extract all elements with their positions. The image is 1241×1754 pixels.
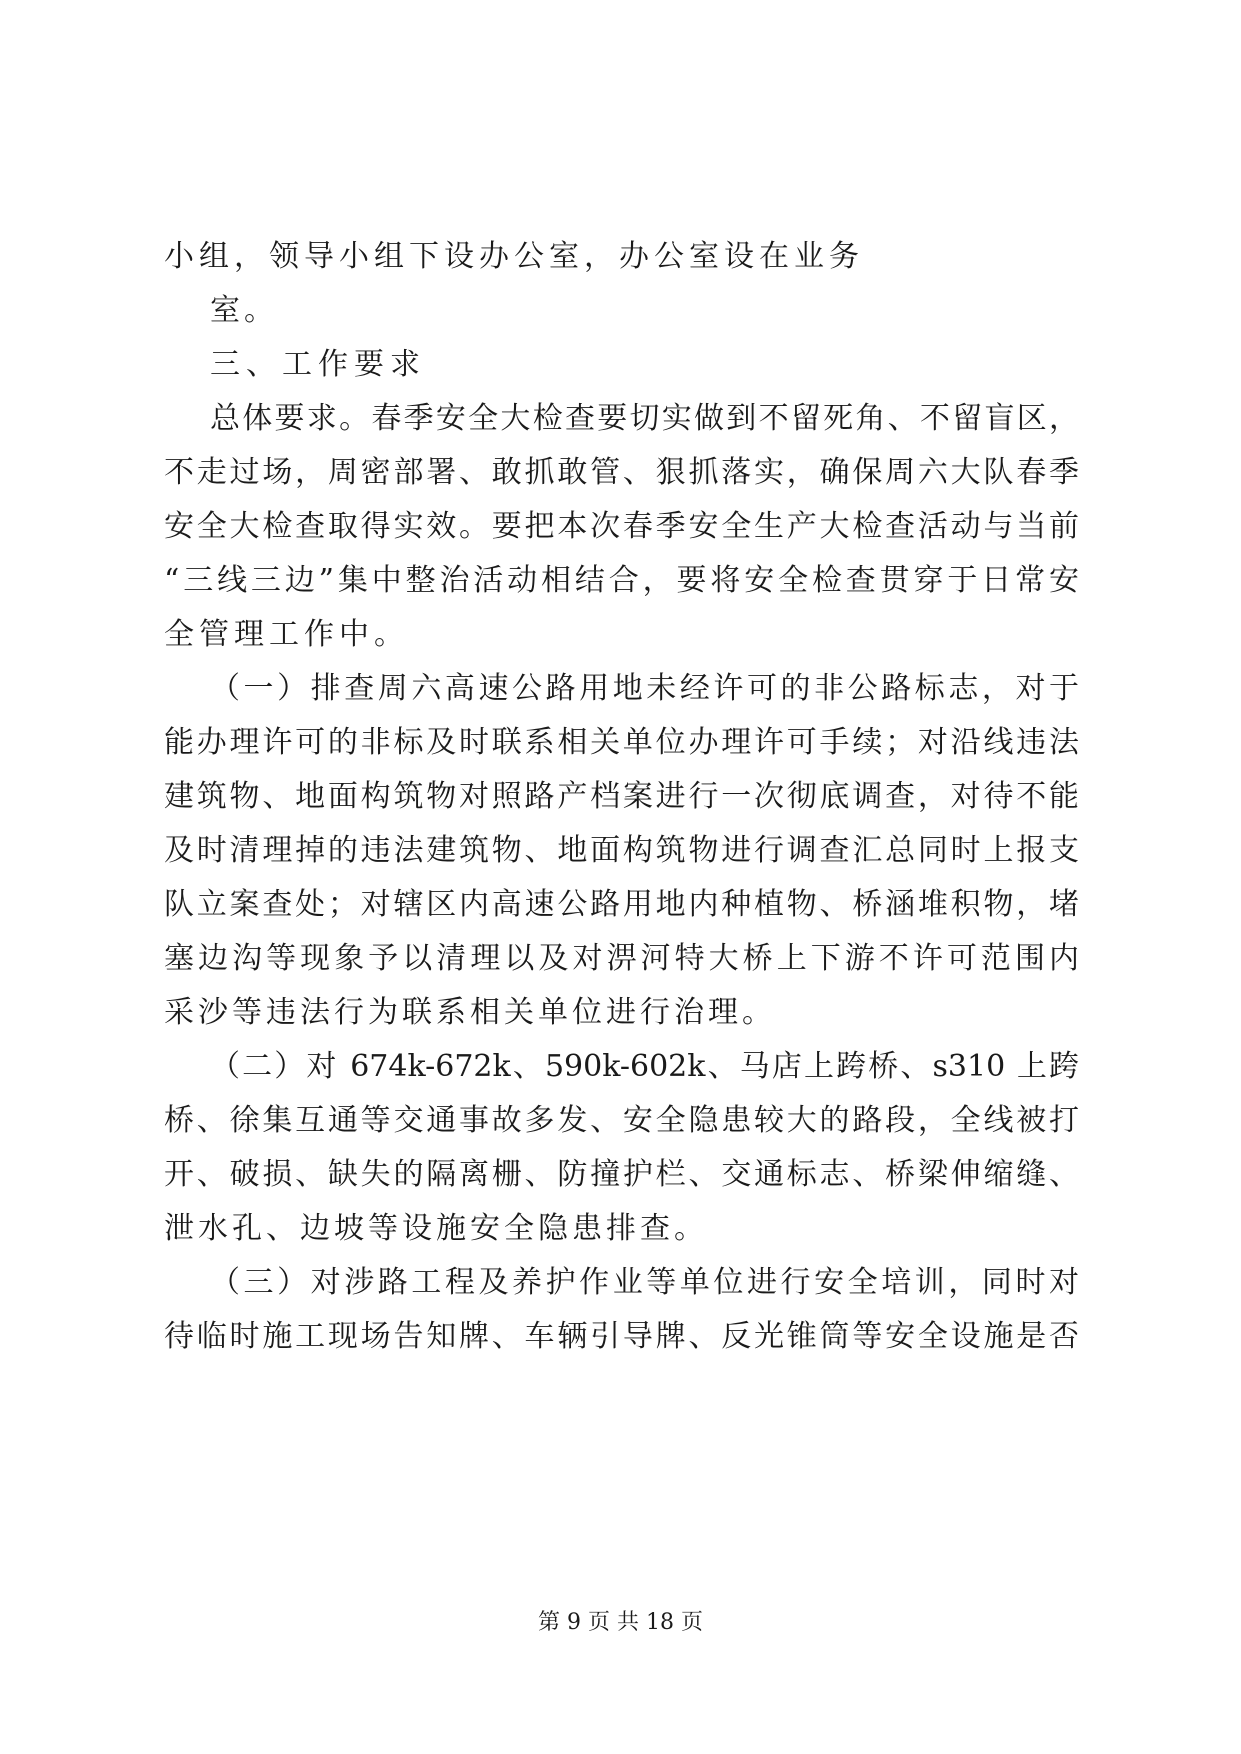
page-number-footer: 第 9 页 共 18 页 (538, 1610, 703, 1635)
text-line: （二）对 674k-672k、590k-602k、马店上跨桥、s310 上跨 (210, 1049, 1079, 1084)
text-line: 塞边沟等现象予以清理以及对淠河特大桥上下游不许可范围内 (164, 941, 1079, 976)
text-line: 桥、徐集互通等交通事故多发、安全隐患较大的路段，全线被打 (164, 1103, 1079, 1138)
text-line: 安全大检查取得实效。要把本次春季安全生产大检查活动与当前 (164, 509, 1079, 544)
text-line: “三线三边”集中整治活动相结合，要将安全检查贯穿于日常安 (164, 563, 1079, 598)
text-line: 室。 (210, 293, 278, 328)
document-body (164, 230, 1079, 1364)
text-line: 总体要求。春季安全大检查要切实做到不留死角、不留盲区， (210, 401, 1079, 436)
text-line: 采沙等违法行为联系相关单位进行治理。 (164, 995, 776, 1030)
text-line: （一）排查周六高速公路用地未经许可的非公路标志，对于 (210, 671, 1079, 706)
text-line: 建筑物、地面构筑物对照路产档案进行一次彻底调查，对待不能 (164, 779, 1079, 814)
text-line: 全管理工作中。 (164, 617, 409, 652)
text-line: 开、破损、缺失的隔离栅、防撞护栏、交通标志、桥梁伸缩缝、 (164, 1157, 1079, 1192)
text-line: 不走过场，周密部署、敢抓敢管、狠抓落实，确保周六大队春季 (164, 455, 1079, 490)
text-line: （三）对涉路工程及养护作业等单位进行安全培训，同时对 (210, 1265, 1079, 1300)
text-line: 泄水孔、边坡等设施安全隐患排查。 (164, 1211, 708, 1246)
section-heading: 三、工作要求 (210, 347, 426, 382)
text-line: 队立案查处；对辖区内高速公路用地内种植物、桥涵堆积物，堵 (164, 887, 1079, 922)
text-line: 待临时施工现场告知牌、车辆引导牌、反光锥筒等安全设施是否 (164, 1319, 1079, 1354)
text-line: 及时清理掉的违法建筑物、地面构筑物进行调查汇总同时上报支 (164, 833, 1079, 868)
text-line: 能办理许可的非标及时联系相关单位办理许可手续；对沿线违法 (164, 725, 1079, 760)
text-line: 小组，领导小组下设办公室，办公室设在业务 (164, 239, 864, 274)
